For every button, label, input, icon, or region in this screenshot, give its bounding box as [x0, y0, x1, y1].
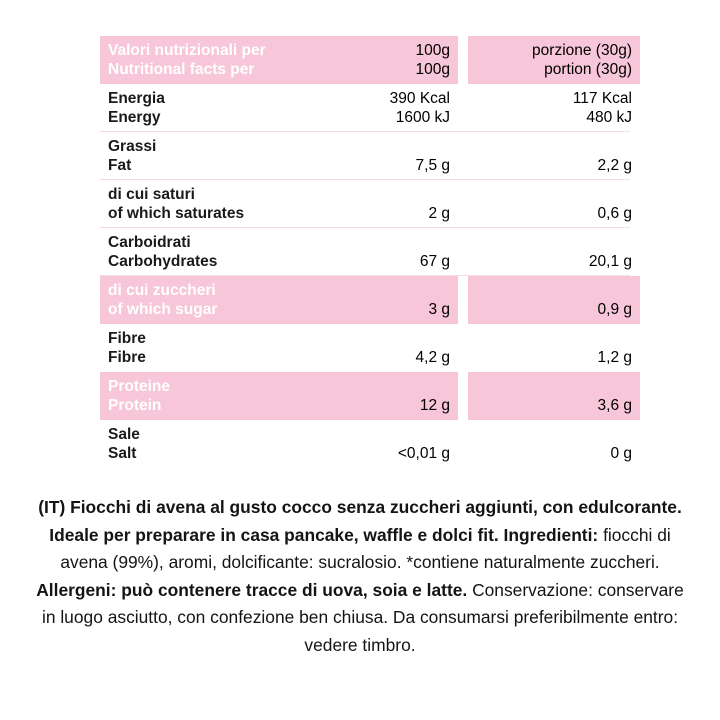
description-allergens-bold: Allergeni: può contenere tracce di uova, soia e latte.	[36, 579, 468, 600]
row-label-cell	[100, 180, 450, 228]
header-col2-cell	[478, 36, 640, 84]
row-label-cell	[100, 324, 450, 372]
header-label-en: Nutritional facts per	[108, 61, 255, 78]
row-label-it: Proteine	[108, 378, 171, 395]
row-right-block	[468, 228, 640, 276]
row-label-en: Fibre	[108, 349, 146, 366]
row-left-block	[100, 84, 458, 132]
table-row	[100, 228, 630, 276]
row-label-en: of which saturates	[108, 205, 245, 222]
row-label-it: di cui zuccheri	[108, 282, 216, 299]
row-col1-en: 2 g	[428, 205, 450, 222]
table-row	[100, 324, 630, 372]
product-description	[36, 494, 684, 659]
row-right-block	[468, 420, 640, 468]
row-col2-en: 480 kJ	[586, 109, 632, 126]
row-col1-cell	[415, 324, 458, 372]
row-right-block	[468, 324, 640, 372]
row-left-block	[100, 372, 458, 420]
row-col1-en: 1600 kJ	[395, 109, 450, 126]
row-col2-cell	[478, 132, 640, 180]
row-label-cell	[100, 276, 450, 324]
row-col2-cell	[478, 276, 640, 324]
row-col2-en: 2,2 g	[597, 157, 632, 174]
row-col1-cell	[419, 228, 458, 276]
table-row	[100, 132, 630, 180]
row-right-block	[468, 132, 640, 180]
row-col1-it: 390 Kcal	[389, 90, 450, 107]
table-row-highlighted	[100, 372, 630, 420]
row-col2-cell	[478, 228, 640, 276]
header-left-block	[100, 36, 458, 84]
row-label-it: Carboidrati	[108, 234, 191, 251]
row-left-block	[100, 132, 458, 180]
table-row	[100, 420, 630, 468]
header-col2-en: portion (30g)	[544, 61, 632, 78]
row-col1-cell	[419, 372, 458, 420]
table-header-row	[100, 36, 630, 84]
row-label-cell	[100, 132, 450, 180]
row-col2-cell	[478, 180, 640, 228]
header-col2-it: porzione (30g)	[532, 42, 632, 59]
table-row	[100, 84, 630, 132]
row-left-block	[100, 276, 458, 324]
row-col1-cell	[428, 180, 458, 228]
row-col1-en: <0,01 g	[397, 445, 450, 462]
row-col2-cell	[478, 84, 640, 132]
row-label-en: of which sugar	[108, 301, 218, 318]
row-col2-it: 117 Kcal	[572, 90, 632, 107]
description-ingredients: fiocchi di avena (99%), aromi, dolcificante: sucralosio. *contiene naturalmente zuccheri.	[60, 524, 671, 572]
row-label-it: di cui saturi	[108, 186, 195, 203]
row-col2-en: 20,1 g	[588, 253, 632, 270]
row-col2-en: 0,6 g	[597, 205, 632, 222]
nutrition-facts-table	[100, 36, 630, 468]
row-label-it: Grassi	[108, 138, 157, 155]
row-col2-cell	[478, 324, 640, 372]
row-label-cell	[100, 372, 450, 420]
header-col1-cell	[415, 36, 458, 84]
row-col2-cell	[478, 420, 640, 468]
row-col1-cell	[415, 132, 458, 180]
row-right-block	[468, 84, 640, 132]
row-label-cell	[100, 228, 450, 276]
row-col2-en: 1,2 g	[597, 349, 632, 366]
row-col1-en: 3 g	[428, 301, 450, 318]
table-row	[100, 180, 630, 228]
row-left-block	[100, 180, 458, 228]
row-col2-cell	[478, 372, 640, 420]
table-row-highlighted	[100, 276, 630, 324]
row-right-block	[468, 276, 640, 324]
header-right-block	[468, 36, 640, 84]
row-label-en: Fat	[108, 157, 132, 174]
row-col1-en: 12 g	[419, 397, 450, 414]
row-col1-cell	[428, 276, 458, 324]
row-right-block	[468, 180, 640, 228]
row-col1-en: 67 g	[419, 253, 450, 270]
header-col1-it: 100g	[415, 42, 450, 59]
header-label-cell	[100, 36, 450, 84]
row-left-block	[100, 228, 458, 276]
row-col2-en: 0 g	[610, 445, 632, 462]
row-col1-en: 4,2 g	[415, 349, 450, 366]
row-label-it: Fibre	[108, 330, 146, 347]
row-label-en: Carbohydrates	[108, 253, 218, 270]
description-storage: Conservazione: conservare in luogo asciutto, con confezione ben chiusa. Da consumarsi preferibilmente entro: vedere timbro.	[41, 579, 684, 655]
row-label-en: Salt	[108, 445, 137, 462]
row-label-it: Sale	[108, 426, 140, 443]
row-col2-en: 3,6 g	[597, 397, 632, 414]
description-intro-bold: (IT) Fiocchi di avena al gusto cocco senza zuccheri aggiunti, con edulcorante. Ideale per preparare in casa pancake, waffle e dolci fit. Ingredienti:	[38, 497, 682, 545]
row-right-block	[468, 372, 640, 420]
header-label-it: Valori nutrizionali per	[108, 42, 266, 59]
row-label-it: Energia	[108, 90, 165, 107]
row-col1-cell	[389, 84, 458, 132]
row-col1-en: 7,5 g	[415, 157, 450, 174]
row-label-en: Energy	[108, 109, 161, 126]
row-left-block	[100, 420, 458, 468]
header-col1-en: 100g	[415, 61, 450, 78]
row-col2-en: 0,9 g	[597, 301, 632, 318]
row-label-en: Protein	[108, 397, 162, 414]
row-col1-cell	[397, 420, 458, 468]
row-left-block	[100, 324, 458, 372]
